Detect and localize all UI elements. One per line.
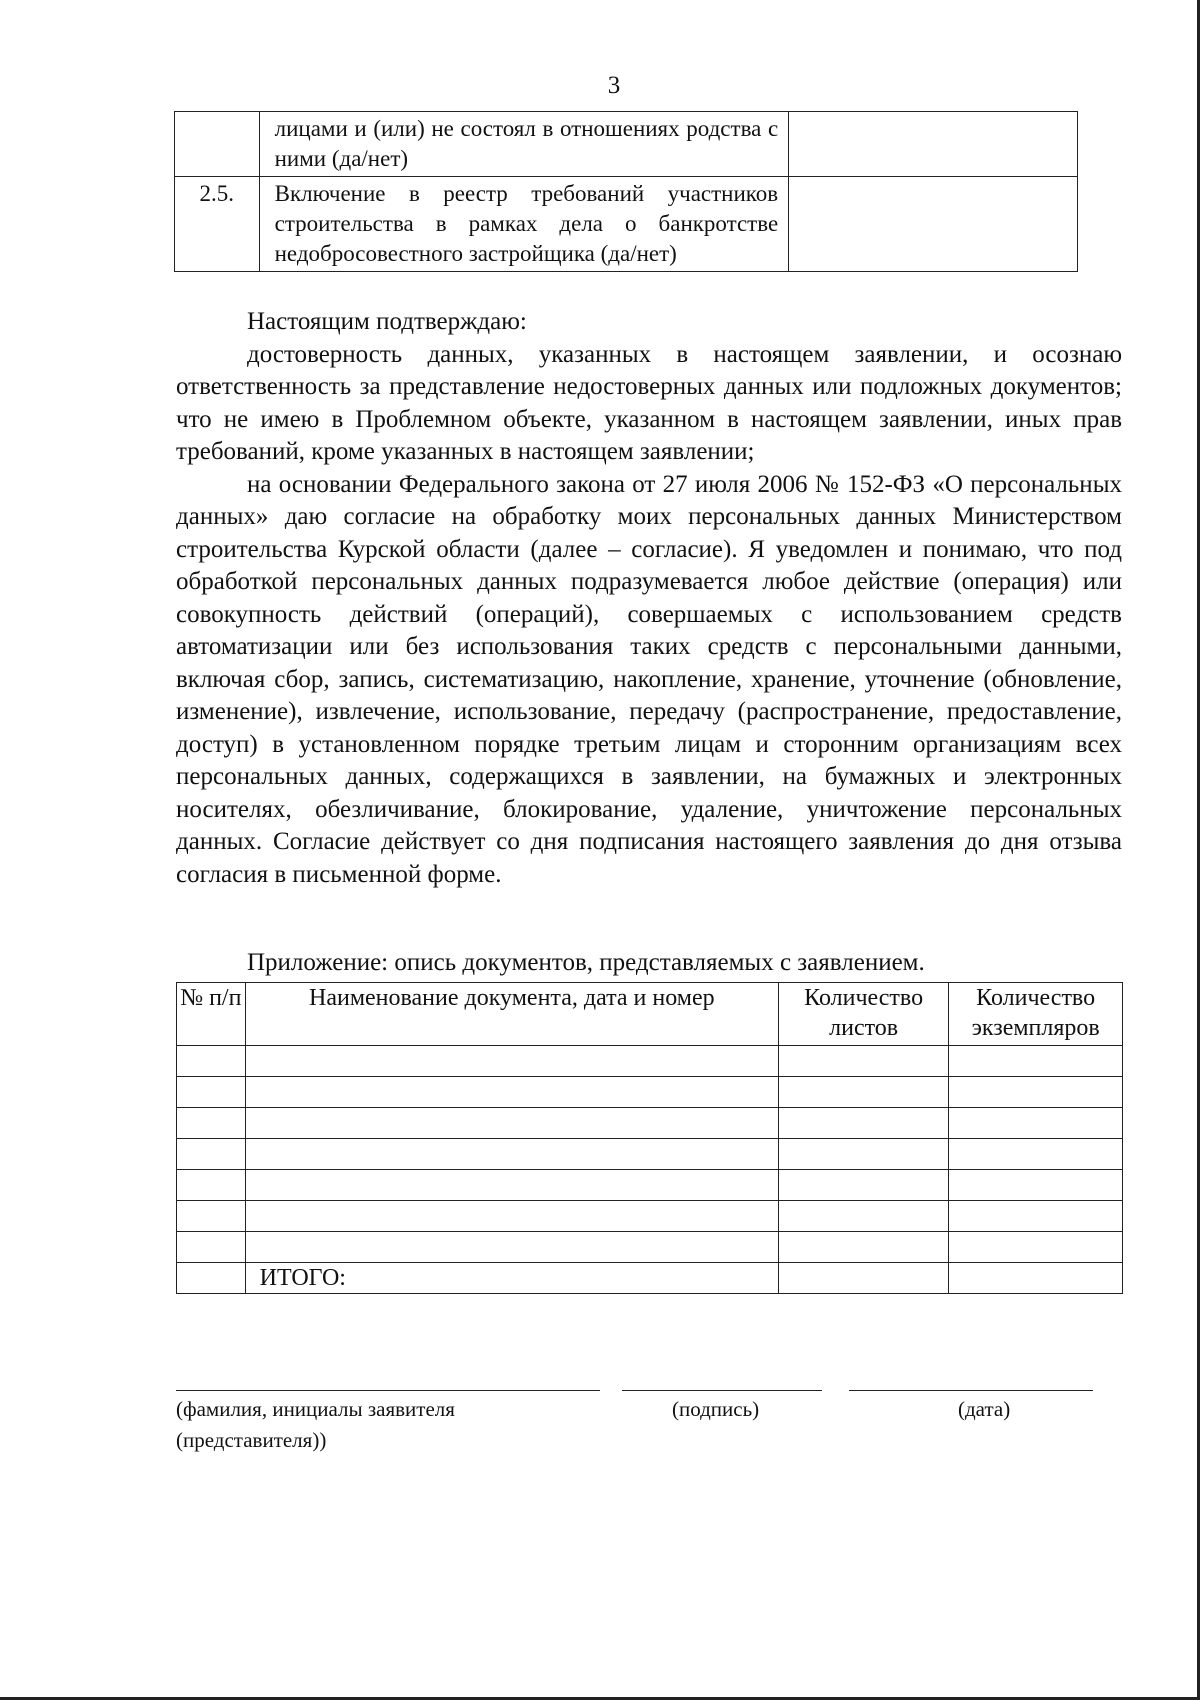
total-sheet-count[interactable] [778, 1263, 948, 1294]
row-answer-cell[interactable] [789, 112, 1078, 177]
confirmation-paragraph-1: достоверность данных, указанных в настоящем заявлении, и осознаю ответственность за представление недостоверных данных или подложных документов; что не имею в Проблемном объекте, указанном в настоящем заявлении, иных прав требований, кроме указанных в настоящем заявлении; [176, 340, 1122, 465]
cell-copy-count[interactable] [949, 1046, 1123, 1077]
header-number: № п/п [177, 983, 246, 1046]
date-caption: (дата) [958, 1397, 1011, 1421]
name-signature-line[interactable] [176, 1390, 600, 1391]
cell-document-name[interactable] [245, 1046, 778, 1077]
table-row [177, 1232, 1123, 1263]
cell-number[interactable] [177, 1232, 246, 1263]
cell-sheet-count[interactable] [778, 1046, 948, 1077]
page-number: 3 [607, 72, 621, 99]
appendix-title: Приложение: опись документов, представляемых с заявлением. [247, 949, 925, 976]
date-signature-line[interactable] [849, 1390, 1093, 1391]
cell-copy-count[interactable] [949, 1201, 1123, 1232]
total-copy-count[interactable] [949, 1263, 1123, 1294]
cell-copy-count[interactable] [949, 1077, 1123, 1108]
cell-sheet-count[interactable] [778, 1139, 948, 1170]
cell-document-name[interactable] [245, 1201, 778, 1232]
cell-sheet-count[interactable] [778, 1077, 948, 1108]
cell-copy-count[interactable] [949, 1139, 1123, 1170]
cell-copy-count[interactable] [949, 1232, 1123, 1263]
confirmation-section [176, 306, 1122, 891]
confirmation-paragraph-2: на основании Федерального закона от 27 июля 2006 № 152-ФЗ «О персональных данных» даю согласие на обработку моих персональных данных Министерством строительства Курской области (далее – согласие). Я уведомлен и понимаю, что под обработкой персональных данных подразумевается любое действие (операция) или совокупность действий (операций), совершаемых с использованием средств автоматизации или без использования таких средств с персональными данными, включая сбор, запись, систематизацию, накопление, хранение, уточнение (обновление, изменение), извлечение, использование, передачу (распространение, предоставление, доступ) в установленном порядке третьим лицам и сторонним организациям всех персональных данных, содержащихся в заявлении, на бумажных и электронных носителях, обезличивание, блокирование, удаление, уничтожение персональных данных. Согласие действует со дня подписания настоящего заявления до дня отзыва согласия в письменной форме. [176, 470, 1122, 888]
table-header-row [177, 983, 1123, 1046]
header-copy-count: Количество экземпляров [949, 983, 1123, 1046]
row-description: лицами и (или) не состоял в отношениях родства с ними (да/нет) [259, 112, 789, 177]
name-caption: (фамилия, инициалы заявителя (представителя)) [176, 1397, 455, 1452]
cell-number[interactable] [177, 1139, 246, 1170]
row-number [175, 112, 260, 177]
cell-number[interactable] [177, 1108, 246, 1139]
cell-copy-count[interactable] [949, 1108, 1123, 1139]
cell-sheet-count[interactable] [778, 1201, 948, 1232]
table-row [175, 112, 1078, 177]
table-total-row [177, 1263, 1123, 1294]
documents-inventory-table [176, 982, 1123, 1294]
cell-document-name[interactable] [245, 1139, 778, 1170]
header-document-name: Наименование документа, дата и номер [245, 983, 778, 1046]
signature-caption: (подпись) [672, 1397, 760, 1421]
row-description: Включение в реестр требований участников строительства в рамках дела о банкротстве недобросовестного застройщика (да/нет) [259, 177, 789, 272]
header-sheet-count: Количество листов [778, 983, 948, 1046]
cell-number[interactable] [177, 1077, 246, 1108]
total-number-cell [177, 1263, 246, 1294]
table-row [177, 1108, 1123, 1139]
cell-sheet-count[interactable] [778, 1108, 948, 1139]
confirmation-heading: Настоящим подтверждаю: [247, 308, 527, 335]
cell-number[interactable] [177, 1170, 246, 1201]
table-row [177, 1139, 1123, 1170]
cell-document-name[interactable] [245, 1232, 778, 1263]
table-row [177, 1201, 1123, 1232]
table-row [177, 1046, 1123, 1077]
cell-number[interactable] [177, 1046, 246, 1077]
cell-copy-count[interactable] [949, 1170, 1123, 1201]
total-label: ИТОГО: [245, 1263, 778, 1294]
cell-number[interactable] [177, 1201, 246, 1232]
cell-document-name[interactable] [245, 1108, 778, 1139]
cell-document-name[interactable] [245, 1170, 778, 1201]
table-row [175, 177, 1078, 272]
cell-sheet-count[interactable] [778, 1232, 948, 1263]
row-number: 2.5. [175, 177, 260, 272]
cell-document-name[interactable] [245, 1077, 778, 1108]
row-answer-cell[interactable] [789, 177, 1078, 272]
table-row [177, 1077, 1123, 1108]
signature-line[interactable] [622, 1390, 822, 1391]
criteria-table [174, 111, 1078, 272]
table-row [177, 1170, 1123, 1201]
cell-sheet-count[interactable] [778, 1170, 948, 1201]
